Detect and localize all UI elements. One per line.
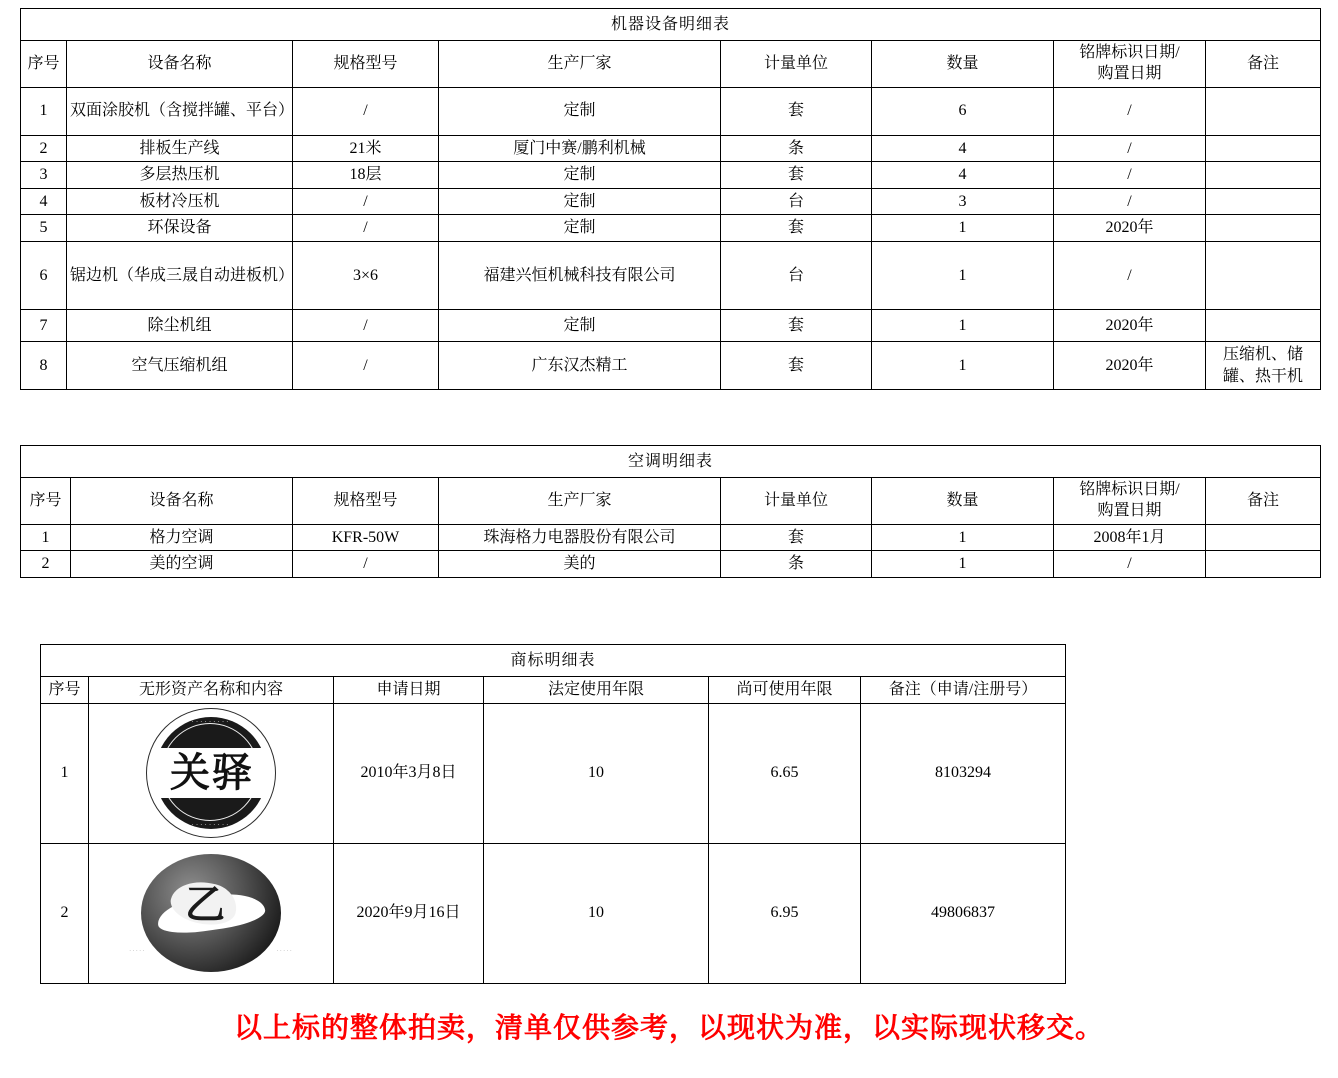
cell-name: 排板生产线 (67, 135, 293, 162)
cell-remark (1206, 87, 1321, 135)
cell-remark (1206, 241, 1321, 309)
table-row (21, 162, 1321, 189)
header-remark: 备注 (1206, 41, 1321, 88)
cell-unit: 套 (721, 341, 872, 389)
cell-unit: 台 (721, 241, 872, 309)
cell-qty: 4 (872, 135, 1054, 162)
logo-microtext-bottom: ········· (191, 820, 231, 829)
cell-legal-years: 10 (484, 843, 709, 983)
cell-remark (1206, 215, 1321, 242)
cell-reg-no: 8103294 (861, 703, 1066, 843)
header-legal-years: 法定使用年限 (484, 676, 709, 703)
cell-reg-no: 49806837 (861, 843, 1066, 983)
logo-mark-glyph: 乙 (185, 882, 225, 928)
logo-text-band (152, 748, 270, 798)
logo-microtext-top: ········· (191, 718, 231, 727)
cell-no: 1 (41, 703, 89, 843)
table-title-row (21, 446, 1321, 478)
header-date (1054, 478, 1206, 525)
cell-remaining-years: 6.65 (709, 703, 861, 843)
cell-qty: 4 (872, 162, 1054, 189)
cell-date: 2020年 (1054, 215, 1206, 242)
header-qty: 数量 (872, 478, 1054, 525)
table-row (21, 215, 1321, 242)
cell-name: 除尘机组 (67, 309, 293, 341)
section-spacer (20, 578, 1318, 644)
cell-model: 3×6 (293, 241, 439, 309)
cell-maker: 定制 (439, 215, 721, 242)
cell-maker: 广东汉杰精工 (439, 341, 721, 389)
cell-no: 7 (21, 309, 67, 341)
cell-name: 美的空调 (71, 551, 293, 578)
trademark-table-title: 商标明细表 (41, 644, 1066, 676)
header-apply-date: 申请日期 (334, 676, 484, 703)
cell-remark (1206, 551, 1321, 578)
cell-name: 锯边机（华成三晟自动进板机） (67, 241, 293, 309)
header-date-line1: 铭牌标识日期/ (1079, 481, 1180, 499)
cell-no: 5 (21, 215, 67, 242)
table-header-row (21, 41, 1321, 88)
cell-apply-date: 2020年9月16日 (334, 843, 484, 983)
cell-model: / (293, 215, 439, 242)
cell-maker: 福建兴恒机械科技有限公司 (439, 241, 721, 309)
header-maker: 生产厂家 (439, 41, 721, 88)
cell-name: 双面涂胶机（含搅拌罐、平台） (67, 87, 293, 135)
cell-qty: 1 (872, 309, 1054, 341)
header-asset-name: 无形资产名称和内容 (89, 676, 334, 703)
cell-trademark-logo (89, 703, 334, 843)
table-row (21, 135, 1321, 162)
table-header-row (21, 478, 1321, 525)
cell-remark (1206, 188, 1321, 215)
cell-date: / (1054, 188, 1206, 215)
cell-unit: 台 (721, 188, 872, 215)
cell-name: 板材冷压机 (67, 188, 293, 215)
cell-date: 2020年 (1054, 309, 1206, 341)
cell-maker: 定制 (439, 188, 721, 215)
cell-remark: 压缩机、储罐、热干机 (1206, 341, 1321, 389)
cell-maker: 厦门中赛/鹏利机械 (439, 135, 721, 162)
cell-no: 2 (21, 135, 67, 162)
cell-unit: 套 (721, 215, 872, 242)
cell-name: 空气压缩机组 (67, 341, 293, 389)
logo-microtext-right: ····· (276, 946, 293, 955)
cell-trademark-logo (89, 843, 334, 983)
trademark-logo-wrapper (92, 709, 330, 837)
cell-date: 2020年 (1054, 341, 1206, 389)
cell-no: 4 (21, 188, 67, 215)
logo-glyph-1: 关 (170, 750, 210, 796)
table-title-row (21, 9, 1321, 41)
cell-legal-years: 10 (484, 703, 709, 843)
cell-maker: 美的 (439, 551, 721, 578)
cell-date: / (1054, 162, 1206, 189)
cell-qty: 1 (872, 524, 1054, 551)
cell-model: / (293, 188, 439, 215)
cell-unit: 条 (721, 135, 872, 162)
air-conditioner-table (20, 445, 1321, 578)
header-remaining-years: 尚可使用年限 (709, 676, 861, 703)
table-row (41, 703, 1066, 843)
cell-unit: 条 (721, 551, 872, 578)
cell-no: 2 (41, 843, 89, 983)
cell-name: 多层热压机 (67, 162, 293, 189)
cell-qty: 1 (872, 241, 1054, 309)
machine-equipment-table (20, 8, 1321, 390)
cell-remark (1206, 135, 1321, 162)
cell-date: 2008年1月 (1054, 524, 1206, 551)
cell-no: 8 (21, 341, 67, 389)
cell-date: / (1054, 551, 1206, 578)
cell-unit: 套 (721, 87, 872, 135)
cell-remark (1206, 162, 1321, 189)
cell-unit: 套 (721, 162, 872, 189)
cell-no: 6 (21, 241, 67, 309)
table-title-row (41, 644, 1066, 676)
cell-maker: 定制 (439, 87, 721, 135)
cell-no: 2 (21, 551, 71, 578)
table-header-row (41, 676, 1066, 703)
trademark-table (40, 644, 1066, 984)
cell-name: 环保设备 (67, 215, 293, 242)
header-date-line2: 购置日期 (1097, 64, 1162, 82)
cell-maker: 珠海格力电器股份有限公司 (439, 524, 721, 551)
cell-model: 21米 (293, 135, 439, 162)
table-row (21, 341, 1321, 389)
logo-glyph-2: 驿 (212, 750, 252, 796)
header-unit: 计量单位 (721, 41, 872, 88)
tianyi-round-logo-icon (146, 708, 276, 838)
cell-qty: 6 (872, 87, 1054, 135)
ac-table-title: 空调明细表 (21, 446, 1321, 478)
oval-swoosh-logo-icon (127, 852, 295, 974)
cell-qty: 1 (872, 341, 1054, 389)
cell-no: 1 (21, 524, 71, 551)
cell-date: / (1054, 135, 1206, 162)
cell-model: KFR-50W (293, 524, 439, 551)
cell-date: / (1054, 241, 1206, 309)
machine-table-title: 机器设备明细表 (21, 9, 1321, 41)
cell-model: 18层 (293, 162, 439, 189)
header-qty: 数量 (872, 41, 1054, 88)
header-date (1054, 41, 1206, 88)
header-maker: 生产厂家 (439, 478, 721, 525)
cell-remark (1206, 524, 1321, 551)
table-row (21, 241, 1321, 309)
cell-apply-date: 2010年3月8日 (334, 703, 484, 843)
trademark-logo-wrapper (92, 849, 330, 977)
cell-date: / (1054, 87, 1206, 135)
cell-no: 1 (21, 87, 67, 135)
table-row (21, 87, 1321, 135)
cell-model: / (293, 551, 439, 578)
header-date-line1: 铭牌标识日期/ (1079, 44, 1180, 61)
cell-unit: 套 (721, 309, 872, 341)
table-row (41, 843, 1066, 983)
section-spacer (20, 390, 1318, 445)
logo-microtext-left: ····· (129, 946, 146, 955)
header-name: 设备名称 (67, 41, 293, 88)
header-no: 序号 (41, 676, 89, 703)
cell-model: / (293, 309, 439, 341)
header-date-line2: 购置日期 (1097, 501, 1162, 519)
cell-qty: 1 (872, 215, 1054, 242)
cell-qty: 3 (872, 188, 1054, 215)
header-unit: 计量单位 (721, 478, 872, 525)
header-name: 设备名称 (71, 478, 293, 525)
cell-remark (1206, 309, 1321, 341)
table-row (21, 524, 1321, 551)
cell-qty: 1 (872, 551, 1054, 578)
cell-unit: 套 (721, 524, 872, 551)
table-row (21, 309, 1321, 341)
cell-maker: 定制 (439, 309, 721, 341)
cell-model: / (293, 341, 439, 389)
cell-no: 3 (21, 162, 67, 189)
header-no: 序号 (21, 41, 67, 88)
table-row (21, 551, 1321, 578)
header-reg-no: 备注（申请/注册号） (861, 676, 1066, 703)
footer-note: 以上标的整体拍卖，清单仅供参考，以现状为准，以实际现状移交。 (233, 1012, 1104, 1044)
header-model: 规格型号 (293, 41, 439, 88)
cell-model: / (293, 87, 439, 135)
table-row (21, 188, 1321, 215)
cell-remaining-years: 6.95 (709, 843, 861, 983)
header-remark: 备注 (1206, 478, 1321, 525)
header-model: 规格型号 (293, 478, 439, 525)
cell-name: 格力空调 (71, 524, 293, 551)
header-no: 序号 (21, 478, 71, 525)
cell-maker: 定制 (439, 162, 721, 189)
